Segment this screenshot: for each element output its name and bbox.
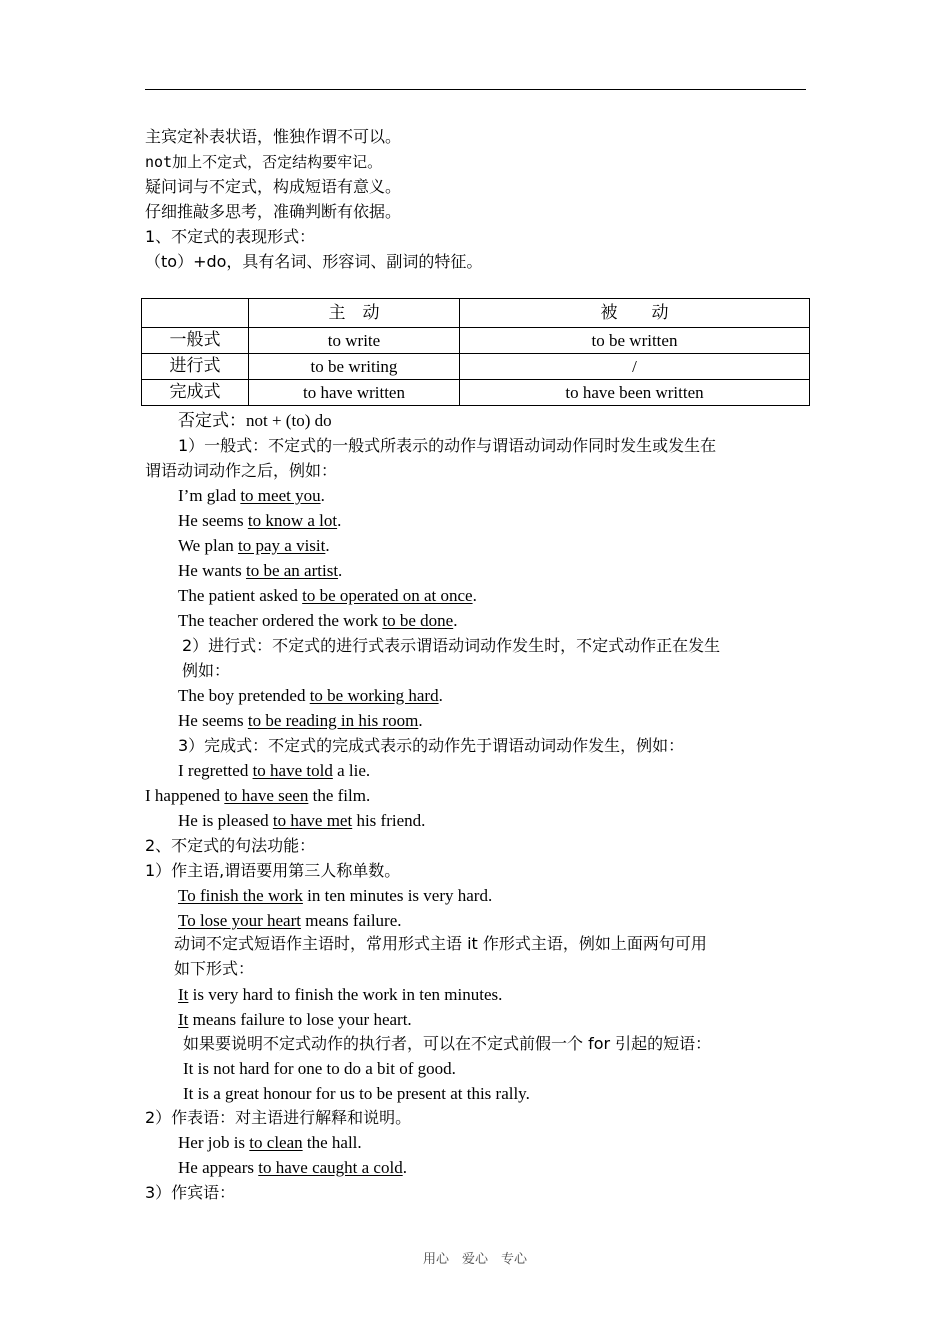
example-pre: He seems [178,711,248,730]
example-post: . [402,1158,407,1177]
example-post: . [418,711,423,730]
example-sentence [178,810,425,832]
example-pre: We plan [178,536,238,555]
example-underlined: It [178,985,189,1004]
example-pre: The teacher ordered the work [178,611,383,630]
example-underlined: to be working hard [309,686,439,705]
example-sentence [178,710,423,732]
example-underlined: to be operated on at once [302,586,473,605]
example-sentence [178,535,330,557]
section-2-heading: 2、不定式的句法功能： [145,836,316,855]
subject-note-1: 动词不定式短语作主语时，常用形式主语 it 作形式主语，例如上面两句可用 [174,934,707,953]
progressive-desc-1: 2）进行式：不定式的进行式表示谓语动词动作发生时，不定式动作正在发生 [182,636,721,655]
table-header-cell [142,299,249,328]
example-sentence [178,560,342,582]
table-cell: / [460,354,810,380]
example-sentence [145,785,370,807]
example-sentence [178,610,457,632]
example-post: . [338,561,343,580]
example-underlined: to meet you [240,486,321,505]
header-rule [145,89,806,90]
example-underlined: to be done [382,611,454,630]
example-post: the film. [308,786,371,805]
example-underlined: It [178,1010,189,1029]
example-pre: The patient asked [178,586,303,605]
example-pre: He seems [178,511,248,530]
example-post: is very hard to finish the work in ten minutes. [188,985,503,1004]
example-post: his friend. [352,811,426,830]
example-post: means failure to lose your heart. [188,1010,412,1029]
example-pre: He is pleased [178,811,273,830]
example-pre: I regretted [178,761,253,780]
example-post: a lie. [332,761,371,780]
perfect-desc: 3）完成式：不定式的完成式表示的动作先于谓语动词动作发生，例如： [178,736,685,755]
example-sentence [178,1009,412,1031]
example-post: . [453,611,458,630]
poem-line-4: 仔细推敲多思考，准确判断有依据。 [145,202,402,221]
example-sentence [178,760,370,782]
example-pre: Her job is [178,1133,250,1152]
example-underlined: to clean [249,1133,303,1152]
example-underlined: To lose your heart [178,911,301,930]
example-sentence [178,984,502,1006]
table-cell: 完成式 [142,380,249,406]
table-cell: to be written [460,328,810,354]
infinitive-forms-table [141,298,810,406]
example-pre: He appears [178,1158,259,1177]
example-post: in ten minutes is very hard. [302,886,493,905]
poem-line-2-text: not加上不定式，否定结构要牢记。 [145,153,383,171]
predicative-title: 2）作表语：对主语进行解释和说明。 [145,1108,412,1127]
example-post: . [320,486,325,505]
simple-desc-2: 谓语动词动作之后，例如： [145,461,338,480]
example-pre: I’m glad [178,486,241,505]
table-cell: to write [249,328,460,354]
example-underlined: to know a lot [247,511,338,530]
example-sentence [178,1132,362,1154]
example-underlined: to have met [272,811,353,830]
example-sentence: It is not hard for one to do a bit of good. [183,1059,456,1078]
section-1-intro: （to）+do，具有名词、形容词、副词的特征。 [145,252,483,271]
example-pre: The boy pretended [178,686,310,705]
example-underlined: to have seen [224,786,309,805]
simple-desc-1: 1）一般式：不定式的一般式所表示的动作与谓语动词动作同时发生或发生在 [178,436,717,455]
for-note: 如果要说明不定式动作的执行者，可以在不定式前假一个 for 引起的短语： [183,1034,712,1053]
table-row [142,380,810,406]
example-underlined: to be reading in his room [247,711,419,730]
table-header-active: 主 动 [249,299,460,328]
example-sentence [178,685,443,707]
object-title: 3）作宾语： [145,1183,236,1202]
example-pre: I happened [145,786,225,805]
example-underlined: to have caught a cold [258,1158,403,1177]
example-sentence [178,885,492,907]
example-post: means failure. [300,911,402,930]
poem-line-1: 主宾定补表状语，惟独作谓不可以。 [145,127,402,146]
example-post: the hall. [302,1133,362,1152]
section-1-heading: 1、不定式的表现形式： [145,227,316,246]
example-sentence [178,485,325,507]
example-sentence: It is a great honour for us to be present at this rally. [183,1084,530,1103]
table-cell: to have written [249,380,460,406]
negative-form: 否定式：not + (to) do [178,411,332,430]
table-cell: 一般式 [142,328,249,354]
table-row [142,354,810,380]
example-post: . [325,536,330,555]
example-sentence [178,510,341,532]
table-header-passive: 被 动 [460,299,810,328]
example-underlined: to have told [252,761,333,780]
poem-line-3: 疑问词与不定式，构成短语有意义。 [145,177,402,196]
table-header-row [142,299,810,328]
example-post: . [472,586,477,605]
example-underlined: to pay a visit [238,536,326,555]
example-underlined: To finish the work [178,886,303,905]
example-sentence [178,585,477,607]
example-sentence [178,1157,407,1179]
table-cell: to have been written [460,380,810,406]
page-footer: 用心 爱心 专心 [422,1252,527,1267]
table-row [142,328,810,354]
subject-note-2: 如下形式： [174,959,255,978]
example-underlined: to be an artist [245,561,339,580]
example-sentence [178,910,402,932]
example-post: . [337,511,342,530]
poem-line-2 [145,151,382,173]
subject-title: 1）作主语,谓语要用第三人称单数。 [145,861,401,880]
example-post: . [438,686,443,705]
table-cell: 进行式 [142,354,249,380]
table-cell: to be writing [249,354,460,380]
example-pre: He wants [178,561,246,580]
progressive-desc-2: 例如： [182,661,231,680]
